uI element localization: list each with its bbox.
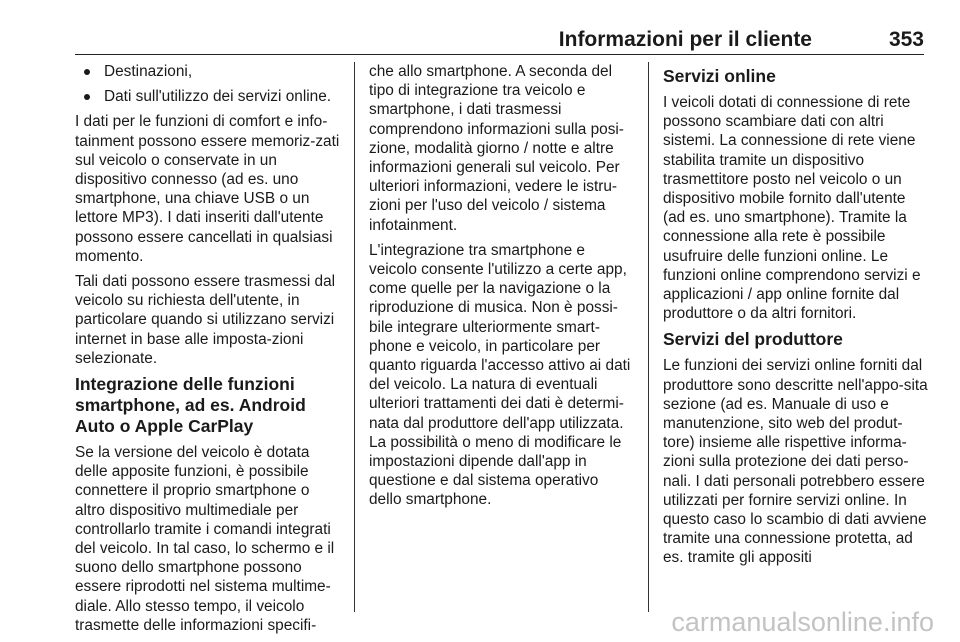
bullet-list (75, 62, 340, 106)
column-divider (648, 62, 649, 612)
list-item: Destinazioni, (75, 62, 340, 81)
section-heading: Servizi online (663, 66, 776, 86)
bullet-icon (84, 94, 90, 100)
list-item: Dati sull'utilizzo dei servizi online. (75, 87, 340, 106)
page-header (75, 24, 924, 55)
column-divider (354, 62, 355, 612)
paragraph: L'integrazione tra smartphone e veicolo consente l'utilizzo a certe app, come quelle per la navigazione o la riproduzione di musica. Non è possi-bile integrare ulteriormente smart-phone e veicolo, in particolare per quanto riguarda l'accesso attivo ai dati del veicolo. La natura di eventuali ulteriori trattamenti dei dati è determi-nata dal produttore dell'app utilizzata. La possibilità o meno di modificare le impostazioni dipende dall'app in questione e dal sistema operativo dello smartphone. (369, 241, 631, 509)
paragraph: che allo smartphone. A seconda del tipo di integrazione tra veicolo e smartphone, i dati trasmessi comprendono informazioni sulla posi-zione, modalità giorno / notte e altre informazioni generali sul veicolo. Per ulteriori informazioni, vedere le istru-zioni per l'uso del veicolo / sistema infotainment. (369, 63, 624, 234)
paragraph: Tali dati possono essere trasmessi dal veicolo su richiesta dell'utente, in particolare quando si utilizzano servizi internet in base alle imposta-zioni selezionate. (75, 273, 336, 367)
column-2 (369, 62, 634, 516)
column-1 (75, 62, 340, 641)
watermark: carmanualsonline.info (671, 607, 934, 637)
paragraph: Se la versione del veicolo è dotata delle apposite funzioni, è possibile connettere il proprio smartphone o altro dispositivo multimediale per controllarlo tramite i comandi integrati del veicolo. In tal caso, lo schermo e il suono dello smartphone possono essere riprodotti nel sistema multime-diale. Allo stesso tempo, il veicolo trasmette delle informazioni specifi- (75, 444, 335, 634)
paragraph: Le funzioni dei servizi online forniti dal produttore sono descritte nell'appo-sita sezione (ad es. Manuale di uso e manutenzione, sito web del produt-tore) insieme alle rispettive informa-zioni sulla protezione dei dati perso-nali. I dati personali potrebbero essere utilizzati per fornire servizi online. In questo caso lo scambio di dati avviene tramite una connessione protetta, ad es. tramite gli appositi (663, 357, 928, 567)
paragraph: I veicoli dotati di connessione di rete possono scambiare dati con altri sistemi. La connessione di rete viene stabilita tramite un dispositivo trasmettitore posto nel veicolo o un dispositivo mobile fornito dall'utente (ad es. uno smartphone). Tramite la connessione alla rete è possibile usufruire delle funzioni online. Le funzioni online comprendono servizi e applicazioni / app online fornite dal produttore o da altri fornitori. (663, 94, 921, 323)
page-number: 353 (888, 28, 924, 51)
page-title: Informazioni per il cliente (558, 28, 812, 51)
paragraph: I dati per le funzioni di comfort e info-tainment possono essere memoriz-zati sul veicolo o conservate in un dispositivo connesso (ad es. uno smartphone, una chiave USB o un lettore MP3). I dati inseriti dall'utente possono essere cancellati in qualsiasi momento. (75, 113, 340, 265)
section-heading: Integrazione delle funzioni smartphone, ad es. Android Auto o Apple CarPlay (75, 374, 306, 437)
section-heading: Servizi del produttore (663, 329, 843, 350)
column-3 (663, 62, 928, 574)
bullet-icon (84, 69, 90, 75)
